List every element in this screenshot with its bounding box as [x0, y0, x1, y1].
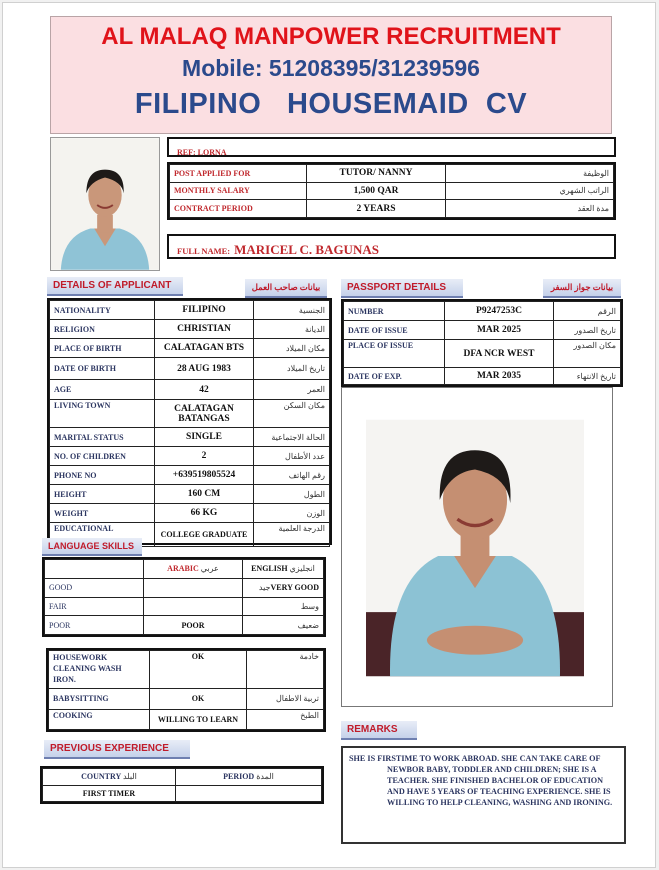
- applicant-value: CHRISTIAN: [155, 320, 254, 339]
- applicant-label-arabic: الحالة الاجتماعية: [254, 428, 330, 447]
- applicant-label: EDUCATIONAL: [50, 523, 155, 547]
- experience-table: [40, 766, 324, 804]
- passport-value: P9247253C: [445, 302, 554, 321]
- applicant-value: FILIPINO: [155, 301, 254, 320]
- passport-label: PLACE OF ISSUE: [344, 340, 445, 368]
- skill-label: HOUSEWORK CLEANING WASH IRON.: [49, 651, 150, 689]
- job-value: 1,500 QAR: [307, 182, 446, 200]
- english-header: ENGLISH انجليزي: [243, 560, 324, 579]
- skill-row: [49, 689, 324, 710]
- applicant-label-arabic: عدد الأطفال: [254, 447, 330, 466]
- passport-label-arabic: مكان الصدور: [554, 340, 621, 368]
- job-label: POST APPLIED FOR: [170, 165, 307, 183]
- language-section-tab: LANGUAGE SKILLS: [42, 538, 142, 556]
- experience-period-header: PERIOD المدة: [176, 769, 322, 786]
- passport-label-arabic: تاريخ الصدور: [554, 321, 621, 340]
- experience-country-header: COUNTRY البلد: [43, 769, 176, 786]
- language-row: [45, 597, 324, 616]
- passport-row: [344, 368, 621, 385]
- cv-title: FILIPINO HOUSEMAID CV: [134, 88, 528, 120]
- applicant-label: NATIONALITY: [50, 301, 155, 320]
- language-arabic-level: وسط: [243, 597, 324, 616]
- passport-label: DATE OF ISSUE: [344, 321, 445, 340]
- experience-header-row: [43, 769, 322, 786]
- skill-label-arabic: خادمة: [247, 651, 324, 689]
- passport-label: NUMBER: [344, 302, 445, 321]
- passport-value: DFA NCR WEST: [445, 340, 554, 368]
- language-level: GOOD: [45, 578, 144, 597]
- portrait-large-image: [366, 410, 584, 686]
- skill-value: OK: [150, 651, 247, 689]
- language-level: POOR: [45, 616, 144, 635]
- job-label-arabic: الراتب الشهري: [446, 182, 614, 200]
- agency-name: AL MALAQ MANPOWER RECRUITMENT: [101, 23, 561, 50]
- skill-value: OK: [150, 689, 247, 710]
- passport-value: MAR 2035: [445, 368, 554, 385]
- header-banner: [50, 16, 612, 134]
- portrait-small-image: [51, 138, 159, 270]
- applicant-value: SINGLE: [155, 428, 254, 447]
- applicant-label: DATE OF BIRTH: [50, 358, 155, 380]
- applicant-value: COLLEGE GRADUATE: [155, 523, 254, 547]
- job-row: [170, 200, 614, 218]
- job-row: [170, 182, 614, 200]
- passport-label-arabic: تاريخ الانتهاء: [554, 368, 621, 385]
- arabic-header: ARABIC عربي: [144, 560, 243, 579]
- applicant-section-tab-arabic: بيانات صاحب العمل: [245, 279, 327, 298]
- applicant-label: PLACE OF BIRTH: [50, 339, 155, 358]
- applicant-value: CALATAGAN BATANGAS: [155, 400, 254, 428]
- applicant-value: 28 AUG 1983: [155, 358, 254, 380]
- reference-box: [167, 137, 616, 157]
- applicant-value: CALATAGAN BTS: [155, 339, 254, 358]
- applicant-photo-small: [50, 137, 160, 271]
- agency-mobile: Mobile: 51208395/31239596: [182, 55, 480, 81]
- experience-section-tab: PREVIOUS EXPERIENCE: [44, 740, 190, 759]
- language-header-row: [45, 560, 324, 579]
- applicant-label-arabic: الطول: [254, 485, 330, 504]
- skills-table: [46, 648, 326, 732]
- language-english-value: جيدVERY GOOD: [243, 578, 324, 597]
- applicant-label-arabic: مكان السكن: [254, 400, 330, 428]
- remarks-text: SHE IS FIRSTIME TO WORK ABROAD. SHE CAN TAKE CARE OF NEWBOR BABY, TODDLER AND CHILDREN; SHE IS A TEACHER. SHE FINISHED BACHELOR OF EDUCATION AND HAVE 5 YEARS OF TEACHING EXPERIENCE. SHE IS WILLING TO HELP CLEANING, WASHING AND IRONING.: [349, 754, 613, 807]
- applicant-value: 42: [155, 380, 254, 400]
- skill-row: [49, 651, 324, 689]
- applicant-row: [50, 301, 330, 320]
- job-label: MONTHLY SALARY: [170, 182, 307, 200]
- applicant-row: [50, 320, 330, 339]
- applicant-label: LIVING TOWN: [50, 400, 155, 428]
- applicant-row: [50, 400, 330, 428]
- applicant-label: RELIGION: [50, 320, 155, 339]
- applicant-label: HEIGHT: [50, 485, 155, 504]
- passport-details-table: [341, 299, 623, 387]
- passport-label: DATE OF EXP.: [344, 368, 445, 385]
- reference-label: REF: LORNA: [177, 148, 227, 157]
- applicant-row: [50, 466, 330, 485]
- passport-row: [344, 302, 621, 321]
- passport-section-tab: PASSPORT DETAILS: [341, 279, 463, 298]
- job-label-arabic: الوظيفة: [446, 165, 614, 183]
- language-level: FAIR: [45, 597, 144, 616]
- experience-country-value: FIRST TIMER: [43, 785, 176, 802]
- applicant-label: WEIGHT: [50, 504, 155, 523]
- language-arabic-value: [144, 597, 243, 616]
- skill-row: [49, 709, 324, 730]
- applicant-details-table: [47, 298, 332, 545]
- applicant-section-tab: DETAILS OF APPLICANT: [47, 277, 183, 296]
- remarks-box: [341, 746, 626, 844]
- language-row: [45, 616, 324, 635]
- applicant-photo-large-frame: [341, 387, 613, 707]
- applicant-label: NO. OF CHILDREN: [50, 447, 155, 466]
- applicant-label-arabic: تاريخ الميلاد: [254, 358, 330, 380]
- language-arabic-value: POOR: [144, 616, 243, 635]
- job-label: CONTRACT PERIOD: [170, 200, 307, 218]
- applicant-label: PHONE NO: [50, 466, 155, 485]
- passport-value: MAR 2025: [445, 321, 554, 340]
- full-name-value: MARICEL C. BAGUNAS: [234, 242, 379, 257]
- skill-label: COOKING: [49, 709, 150, 730]
- skill-value: WILLING TO LEARN: [150, 709, 247, 730]
- job-details-table: [167, 162, 616, 220]
- remarks-section-tab: REMARKS: [341, 721, 417, 740]
- passport-row: [344, 321, 621, 340]
- skill-label: BABYSITTING: [49, 689, 150, 710]
- applicant-value: 2: [155, 447, 254, 466]
- applicant-label-arabic: العمر: [254, 380, 330, 400]
- language-arabic-value: [144, 578, 243, 597]
- applicant-label-arabic: رقم الهاتف: [254, 466, 330, 485]
- skill-label-arabic: الطبخ: [247, 709, 324, 730]
- passport-label-arabic: الرقم: [554, 302, 621, 321]
- job-value: 2 YEARS: [307, 200, 446, 218]
- skill-label-arabic: تربية الاطفال: [247, 689, 324, 710]
- applicant-row: [50, 380, 330, 400]
- applicant-label-arabic: مكان الميلاد: [254, 339, 330, 358]
- applicant-row: [50, 504, 330, 523]
- applicant-label-arabic: الجنسية: [254, 301, 330, 320]
- applicant-row: [50, 428, 330, 447]
- passport-section-tab-arabic: بيانات جواز السفر: [543, 279, 621, 298]
- applicant-value: 160 CM: [155, 485, 254, 504]
- applicant-row: [50, 485, 330, 504]
- passport-row: [344, 340, 621, 368]
- applicant-value: +639519805524: [155, 466, 254, 485]
- language-skills-table: [42, 557, 326, 637]
- full-name-box: [167, 234, 616, 259]
- applicant-row: [50, 339, 330, 358]
- applicant-label-arabic: الديانة: [254, 320, 330, 339]
- applicant-label: AGE: [50, 380, 155, 400]
- applicant-label-arabic: الدرجة العلمية: [254, 523, 330, 547]
- experience-row: [43, 785, 322, 802]
- applicant-row: [50, 358, 330, 380]
- applicant-value: 66 KG: [155, 504, 254, 523]
- language-row: [45, 578, 324, 597]
- language-arabic-level: ضعيف: [243, 616, 324, 635]
- job-row: [170, 165, 614, 183]
- applicant-label: MARITAL STATUS: [50, 428, 155, 447]
- job-label-arabic: مدة العقد: [446, 200, 614, 218]
- applicant-row: [50, 447, 330, 466]
- applicant-label-arabic: الوزن: [254, 504, 330, 523]
- full-name-label: FULL NAME:: [177, 246, 231, 256]
- job-value: TUTOR/ NANNY: [307, 165, 446, 183]
